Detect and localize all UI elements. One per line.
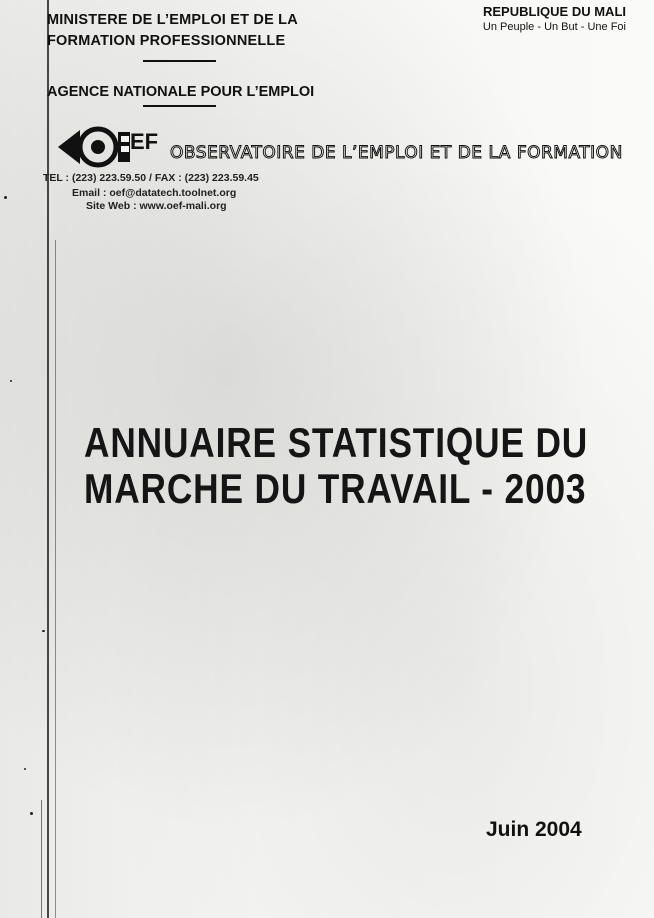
publication-date: Juin 2004	[486, 818, 582, 841]
title-line-1: ANNUAIRE STATISTIQUE DU	[84, 419, 589, 466]
divider	[143, 105, 216, 107]
website-address: Site Web : www.oef-mali.org	[86, 200, 227, 212]
republic-block	[476, 4, 626, 34]
phone-fax: TEL : (223) 223.59.50 / FAX : (223) 223.59.45	[43, 172, 259, 184]
ministry-line-1: MINISTERE DE L’EMPLOI ET DE LA	[47, 12, 298, 28]
scan-speck	[4, 196, 7, 199]
binding-line	[41, 800, 42, 918]
document-title	[84, 420, 588, 512]
divider	[143, 60, 216, 62]
email-address: Email : oef@datatech.toolnet.org	[72, 187, 237, 199]
ministry-heading	[47, 10, 298, 52]
scan-speck	[10, 380, 12, 382]
oef-logo-icon	[58, 124, 158, 170]
observatory-name: OBSERVATOIRE DE L’EMPLOI ET DE LA FORMATION	[170, 143, 623, 163]
binding-line	[55, 240, 56, 918]
scan-speck	[30, 812, 33, 815]
logo-letters: EF	[130, 129, 158, 154]
scan-speck	[24, 768, 26, 770]
binding-line	[47, 0, 49, 918]
agency-heading: AGENCE NATIONALE POUR L’EMPLOI	[47, 84, 315, 100]
ministry-line-2: FORMATION PROFESSIONNELLE	[47, 33, 286, 49]
scan-speck	[42, 630, 45, 632]
title-line-2: MARCHE DU TRAVAIL - 2003	[84, 465, 587, 512]
republic-motto: Un Peuple - Un But - Une Foi	[482, 21, 626, 33]
republic-name: REPUBLIQUE DU MALI	[483, 4, 626, 19]
